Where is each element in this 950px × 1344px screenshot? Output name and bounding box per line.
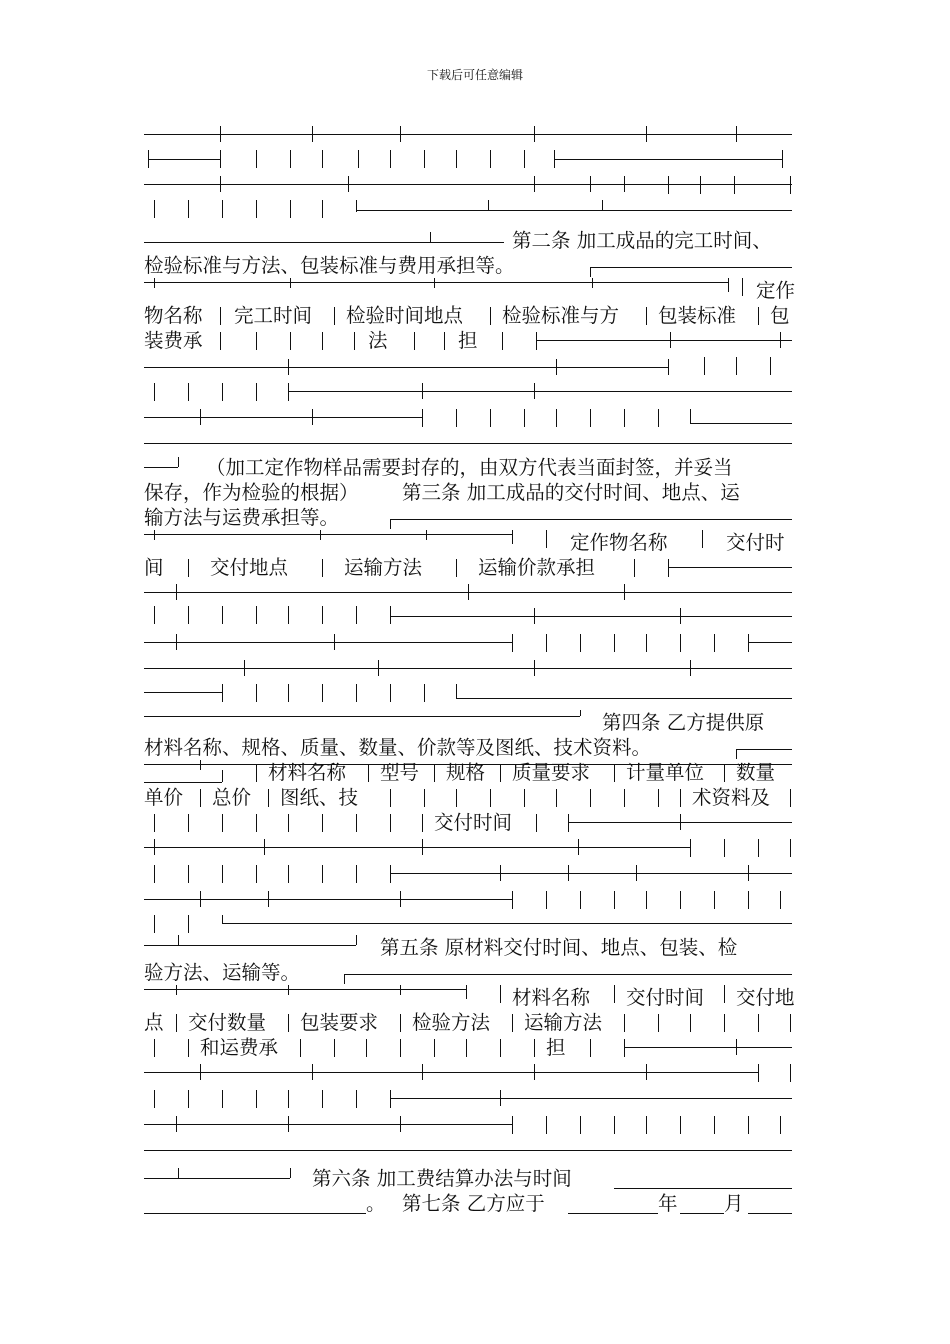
s2-note-text: （加工定作物样品需要封存的，由双方代表当面封签，并妥当: [206, 456, 733, 479]
s5-title2: 验方法、运输等。: [144, 961, 301, 984]
s3-header-row-2: [144, 555, 792, 580]
s4-header-row-2: [144, 785, 792, 810]
s7-title: 第七条 乙方应于: [402, 1192, 545, 1215]
s5-header-row-2: [144, 1010, 792, 1035]
s6-title: 第六条 加工费结算办法与时间: [312, 1167, 572, 1190]
s2-col-jianyanshijian: 检验时间地点: [346, 304, 464, 327]
s5-header-row-1: [144, 985, 795, 1010]
s3-title-row: [144, 480, 792, 505]
header-note: 下载后可任意编辑: [426, 68, 523, 82]
s4-title2-row: [144, 735, 792, 760]
document-body: [144, 118, 796, 1216]
s4-col-xinghao: 型号: [380, 761, 420, 784]
s3-col-jian: 间: [144, 556, 164, 579]
s5-col-dan: 担: [546, 1036, 566, 1059]
s3-col-yunshufangfa: 运输方法: [344, 556, 423, 579]
s2-col-wangongshijian: 完工时间: [234, 304, 313, 327]
s4-col-shuziliaoji: 术资料及: [692, 786, 771, 809]
s4-col-zhiliangyaoqiu: 质量要求: [512, 761, 591, 784]
s7-month: 月: [724, 1192, 744, 1215]
s2-col-fa: 法: [368, 329, 388, 352]
s2-col-zhuangfeicheng: 装费承: [144, 329, 203, 352]
s3-title2-row: [144, 505, 792, 530]
s2-title2: 检验标准与方法、包装标准与费用承担等。: [144, 254, 515, 277]
s3-col-jiaofushi: 交付时: [726, 531, 785, 554]
s4-header-row-3: [144, 810, 792, 835]
s5-col-cailiaomingcheng: 材料名称: [512, 986, 591, 1009]
s4-col-tuzhi: 图纸、技: [280, 786, 359, 809]
s5-col-jiaofushuliang: 交付数量: [188, 1011, 267, 1034]
s4-col-shuliang: 数量: [736, 761, 776, 784]
s4-col-zongjia: 总价: [212, 786, 252, 809]
s4-col-jiliangdanwei: 计量单位: [626, 761, 705, 784]
s5-col-yunshufangfa: 运输方法: [524, 1011, 603, 1034]
s5-title-row: [144, 935, 792, 960]
table-fragment-1: [144, 118, 792, 228]
s4-header-row-1: [144, 760, 792, 785]
s3-col-yunshujiakuan: 运输价款承担: [478, 556, 596, 579]
s5-header-row-3: [144, 1035, 792, 1060]
s4-col-jiaofushijian: 交付时间: [434, 811, 513, 834]
s4-table-body: [144, 835, 792, 935]
s2-title: 第二条 加工成品的完工时间、: [512, 229, 772, 252]
s4-col-guige: 规格: [446, 761, 486, 784]
s5-col-baozhuangyaoqiu: 包装要求: [300, 1011, 379, 1034]
s5-col-jiaofudi: 交付地: [736, 986, 795, 1009]
s2-header-row-1: [144, 278, 796, 303]
s2-table-tail: [144, 453, 792, 477]
s3-table-body: [144, 580, 792, 710]
s2-header-row-2: [144, 303, 792, 328]
s5-col-heyunfeicheng: 和运费承: [200, 1036, 279, 1059]
s6-title-row: [144, 1166, 792, 1191]
s2-note2: 保存，作为检验的根据）: [144, 481, 359, 504]
s3-col-dingzuowu: 定作物名称: [570, 531, 668, 554]
s6-end: 。: [366, 1192, 386, 1215]
s3-header-row-1: [144, 530, 792, 555]
s5-title2-row: [144, 960, 792, 985]
s4-col-cailiaomingcheng: 材料名称: [268, 761, 347, 784]
s2-col-baozhuangbiaozhun: 包装标准: [658, 304, 737, 327]
s3-title: 第三条 加工成品的交付时间、地点、运: [402, 481, 740, 504]
s4-col-danjia: 单价: [144, 786, 184, 809]
s3-title2: 输方法与运费承担等。: [144, 506, 340, 529]
s5-col-jiaofushijian: 交付时间: [626, 986, 705, 1009]
s4-title: 第四条 乙方提供原: [602, 711, 765, 734]
s4-title-row: [144, 710, 792, 735]
s2-table-body: [144, 353, 792, 453]
s2-col-bao: 包: [770, 304, 790, 327]
s2-col-dingzuo: 定作: [756, 279, 796, 302]
s2-col-jianyanbiaozhun: 检验标准与方: [502, 304, 620, 327]
s3-col-jiaofudidian: 交付地点: [210, 556, 289, 579]
s2-title2-row: [144, 253, 792, 278]
s2-col-dan: 担: [458, 329, 478, 352]
s2-header-row-3: [144, 328, 792, 353]
s7-year: 年: [658, 1192, 678, 1215]
s5-col-jianyanfangfa: 检验方法: [412, 1011, 491, 1034]
s5-table-body: [144, 1060, 792, 1166]
s5-col-dian: 点: [144, 1011, 164, 1034]
s2-col-wumingcheng: 物名称: [144, 304, 203, 327]
s2-title-row: [144, 228, 792, 253]
s7-title-row: [144, 1191, 792, 1216]
s5-title: 第五条 原材料交付时间、地点、包装、检: [380, 936, 738, 959]
s4-title2: 材料名称、规格、质量、数量、价款等及图纸、技术资料。: [144, 736, 652, 759]
